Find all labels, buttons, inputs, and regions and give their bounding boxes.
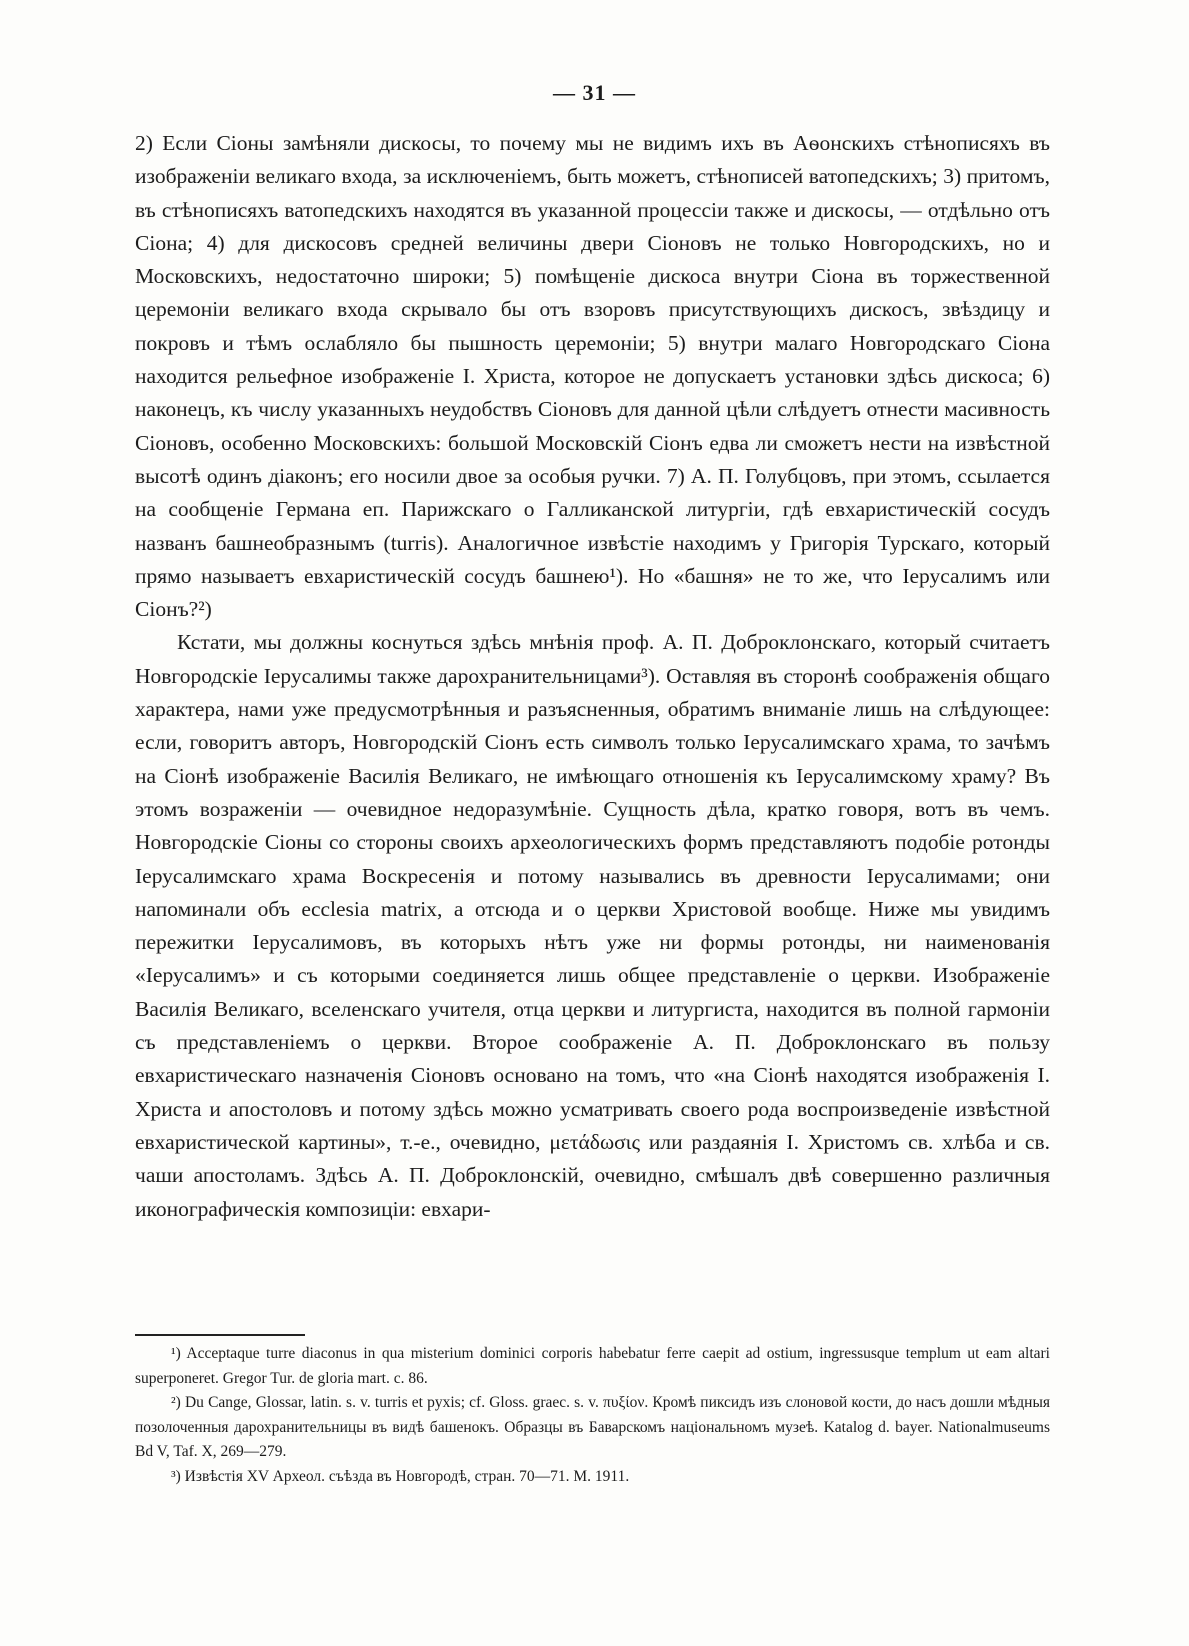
page-number: — 31 —: [553, 80, 636, 105]
main-text: [135, 127, 1050, 1226]
footnote-1: ¹) Acceptaque turre diaconus in qua misterium dominici corporis habebatur ferre caepit ad ostium, ingressusque templum ut eam altari superponeret. Gregor Tur. de gloria mart. c. 86.: [135, 1345, 1050, 1387]
footnote-2: ²) Du Cange, Glossar, latin. s. v. turris et pyxis; cf. Gloss. graec. s. v. πυξίον. Кромѣ пиксидъ изъ слоновой кости, до насъ дошли мѣдныя позолоченныя дарохранительницы въ видѣ башенокъ. Образцы въ Баварскомъ національномъ музеѣ. Katalog d. bayer. Nationalmuseums Bd V, Taf. X, 269—279.: [135, 1394, 1050, 1460]
footnote-divider: [135, 1334, 305, 1336]
paragraph-1: 2) Если Сіоны замѣняли дискосы, то почему мы не видимъ ихъ въ Аѳонскихъ стѣнописяхъ въ изображеніи великаго входа, за исключеніемъ, быть можетъ, стѣнописей ватопедскихъ; 3) притомъ, въ стѣнописяхъ ватопедскихъ находятся въ указанной процессіи также и дискосы, — отдѣльно отъ Сіона; 4) для дискосовъ средней величины двери Сіоновъ не только Новгородскихъ, но и Московскихъ, недостаточно широки; 5) помѣщеніе дискоса внутри Сіона въ торжественной церемоніи великаго входа скрывало бы отъ взоровъ присутствующихъ дискосъ, звѣздицу и покровъ и тѣмъ ослабляло бы пышность церемоніи; 5) внутри малаго Новгородскаго Сіона находится рельефное изображеніе І. Христа, которое не допускаетъ установки здѣсь дискоса; 6) наконецъ, къ числу указанныхъ неудобствъ Сіоновъ для данной цѣли слѣдуетъ отнести масивность Сіоновъ, особенно Московскихъ: большой Московскій Сіонъ едва ли сможетъ нести на извѣстной высотѣ одинъ діаконъ; его носили двое за особыя ручки. 7) А. П. Голубцовъ, при этомъ, ссылается на сообщеніе Германа еп. Парижскаго о Галликанской литургіи, гдѣ евхаристическій сосудъ названъ башнеобразнымъ (turris). Аналогичное извѣстіе находимъ у Григорія Турскаго, который прямо называетъ евхаристическій сосудъ башнею¹). Но «башня» не то же, что Іерусалимъ или Сіонъ?²): [135, 131, 1050, 622]
paragraph-2: Кстати, мы должны коснуться здѣсь мнѣнія проф. А. П. Доброклонскаго, который считаетъ Новгородскіе Іерусалимы также дарохранительницами³). Оставляя въ сторонѣ соображенія общаго характера, нами уже предусмотрѣнныя и разъясненныя, обратимъ вниманіе лишь на слѣдующее: если, говоритъ авторъ, Новгородскій Сіонъ есть символъ только Іерусалимскаго храма, то зачѣмъ на Сіонѣ изображеніе Василія Великаго, не имѣющаго отношенія къ Іерусалимскому храму? Въ этомъ возраженіи — очевидное недоразумѣніе. Сущность дѣла, кратко говоря, вотъ въ чемъ. Новгородскіе Сіоны со стороны своихъ археологическихъ формъ представляютъ подобіе ротонды Іерусалимскаго храма Воскресенія и потому назывались въ древности Іерусалимами; они напоминали объ ecclesia matrix, а отсюда и о церкви Христовой вообще. Ниже мы увидимъ пережитки Іерусалимовъ, въ которыхъ нѣтъ уже ни формы ротонды, ни наименованія «Іерусалимъ» и съ которыми соединяется лишь общее представленіе о церкви. Изображеніе Василія Великаго, вселенскаго учителя, отца церкви и литургиста, находится въ полной гармоніи съ представленіемъ о церкви. Второе соображеніе А. П. Доброклонскаго въ пользу евхаристическаго назначенія Сіоновъ основано на томъ, что «на Сіонѣ находятся изображенія І. Христа и апостоловъ и потому здѣсь можно усматривать своего рода воспроизведеніе извѣстной евхаристической картины», т.-е., очевидно, μετάδωσις или раздаянія І. Христомъ св. хлѣба и св. чаши апостоламъ. Здѣсь А. П. Доброклонскій, очевидно, смѣшалъ двѣ совершенно различныя иконографическія композиціи: евхари-: [135, 630, 1050, 1221]
footnote-3: ³) Извѣстія XV Археол. съѣзда въ Новгородѣ, стран. 70—71. M. 1911.: [171, 1467, 630, 1485]
footnotes: [135, 1342, 1050, 1489]
